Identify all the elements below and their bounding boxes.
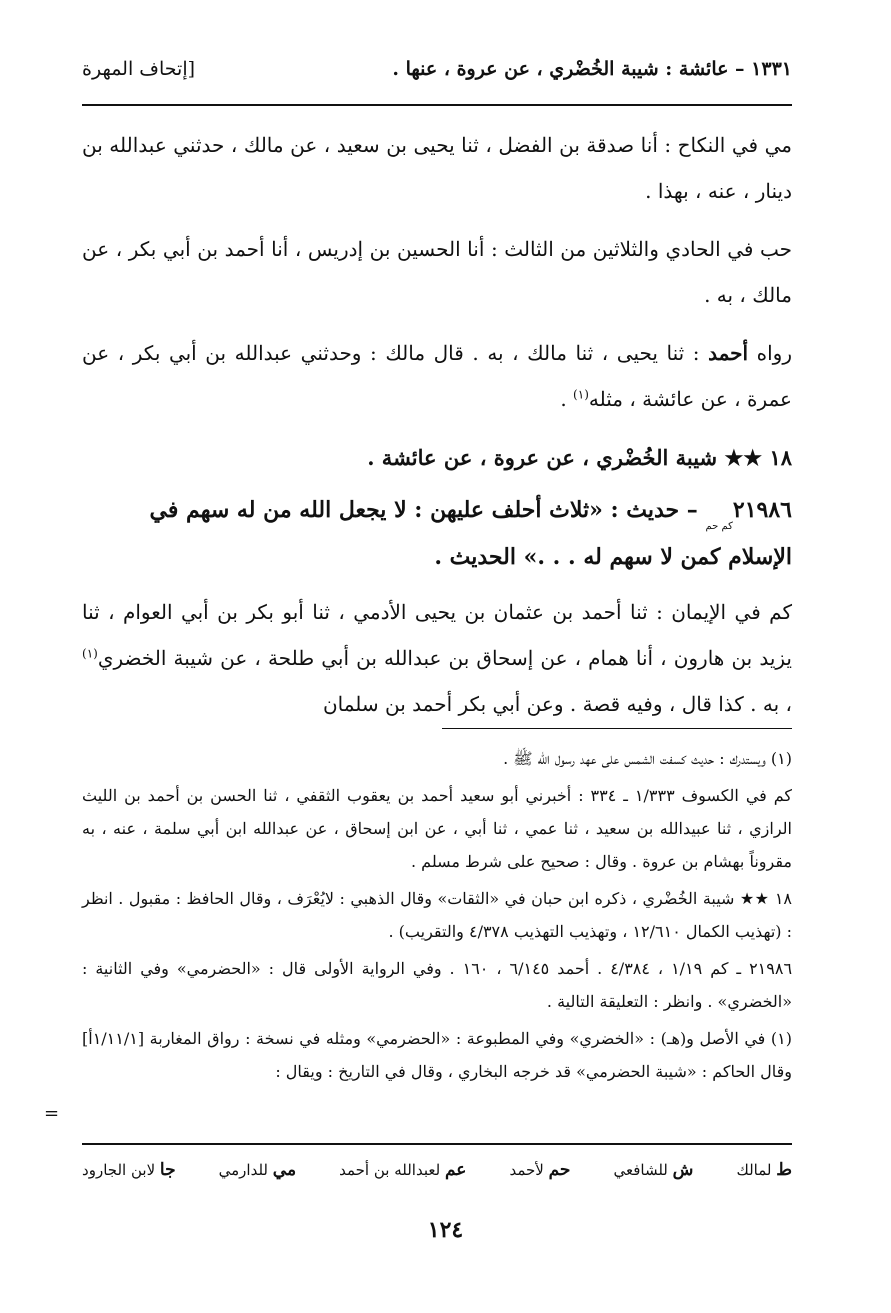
sigla-divider [82,1143,792,1145]
siglum-item: جا لابن الجارود [82,1160,176,1180]
hadith-heading [82,490,792,535]
footnote-ref[interactable]: (١) [82,646,98,661]
p3-lead: رواه [756,341,792,365]
hadith-text-line2: الإسلام كمن لا سهم له . . .» الحديث . [434,544,792,570]
narrator-entry-heading: ١٨ ★★ شيبة الخُضْري ، عن عروة ، عن عائشة . [367,445,792,470]
siglum-item: مي للدارمي [218,1160,297,1180]
footnote-variant: (١) في الأصل و(هـ) : «الخضري» وفي المطبوعة : «الحضرمي» ومثله في نسخة : رواق المغاربة [١/١١/١أ] وقال الحاكم : «شيبة الحضرمي» قد خرجه البخاري ، وقال في التاريخ : ويقال : [82,1029,792,1081]
footnote-hadith: ٢١٩٨٦ ـ كم ١/١٩ ، ٤/٣٨٤ . أحمد ٦/١٤٥ ، ١٦٠ . وفي الرواية الأولى قال : «الحضرمي» وفي الثانية : «الخضري» . وانظر : التعليقة التالية . [82,959,793,1011]
p4-end: ، به . كذا قال ، وفيه قصة . وعن أبي بكر أحمد بن سلمان [322,692,792,716]
p3-name: أحمد [708,341,749,365]
footnote-ref[interactable]: (١) [573,387,589,402]
paragraph-ibn-hibban: حب في الحادي والثلاثين من الثالث : أنا الحسين بن إدريس ، أنا أحمد بن أبي بكر ، عن مالك ، به . [82,237,792,307]
siglum-item: حم لأحمد [509,1160,571,1180]
continuation-mark: = [44,1103,60,1124]
siglum-item: ط لمالك [736,1160,792,1180]
hadith-text-line1: – حديث : «ثلاث أحلف عليهن : لا يجعل الله من له سهم في [149,497,698,523]
sigla-legend [82,1160,792,1180]
footnote-divider [442,728,792,729]
header-chapter-title: ١٣٣١ – عائشة : شيبة الخُضْري ، عن عروة ، عنها . [392,58,792,80]
header-divider [82,104,792,106]
p4-body: كم في الإيمان : ثنا أحمد بن عثمان بن يحيى الأدمي ، ثنا أبو بكر بن أبي العوام ، ثنا يزيد بن هارون ، أنا همام ، عن إسحاق بن عبدالله بن أبي طلحة ، عن شيبة الخضري [82,600,792,670]
header-book-title: [إتحاف المهرة [82,58,196,80]
footnote-narrator: ١٨ ★★ شيبة الخُضْري ، ذكره ابن حبان في «الثقات» وقال الذهبي : لايُعْرَف ، وقال الحافظ : مقبول . انظر : (تهذيب الكمال ١٢/٦١٠ ، وتهذيب التهذيب ٤/٣٧٨ والتقريب) . [82,889,792,941]
footnote-kusuf: كم في الكسوف ١/٣٣٣ ـ ٣٣٤ : أخبرني أبو سعيد أحمد بن يعقوب الثقفي ، ثنا الحسن بن أحمد بن الليث الرازي ، ثنا عبيدالله بن سعيد ، ثنا عمي ، ثنا أبي ، عن ابن إسحاق ، عن عبدالله ابن أبي سلمة ، عنه ، به مقروناً بهشام بن عروة . وقال : صحيح على شرط مسلم . [82,786,793,871]
p3-end: . [560,387,567,411]
footnote-1: (١) ويستدرك : حديث كسفت الشمس على عهد رسول الله ﷺ . [503,749,792,768]
page-number: ١٢٤ [427,1217,464,1243]
main-text [82,122,792,739]
siglum-item: عم لعبدالله بن أحمد [339,1160,467,1180]
hadith-number: ٢١٩٨٦ [732,497,792,523]
paragraph-darimi: مي في النكاح : أنا صدقة بن الفضل ، ثنا يحيى بن سعيد ، عن مالك ، حدثني عبدالله بن دينار ، عنه ، بهذا . [82,133,792,203]
p3-body: : ثنا يحيى ، ثنا مالك ، به . قال مالك : وحدثني عبدالله بن أبي بكر ، عن عمرة ، عن عائشة ، مثله [82,341,792,411]
paragraph-ahmad [82,330,792,422]
paragraph-hakim [82,589,792,727]
footnotes [82,742,792,1092]
hadith-source-tag: كم حم [705,521,733,532]
siglum-item: ش للشافعي [613,1160,694,1180]
running-header [82,58,792,90]
